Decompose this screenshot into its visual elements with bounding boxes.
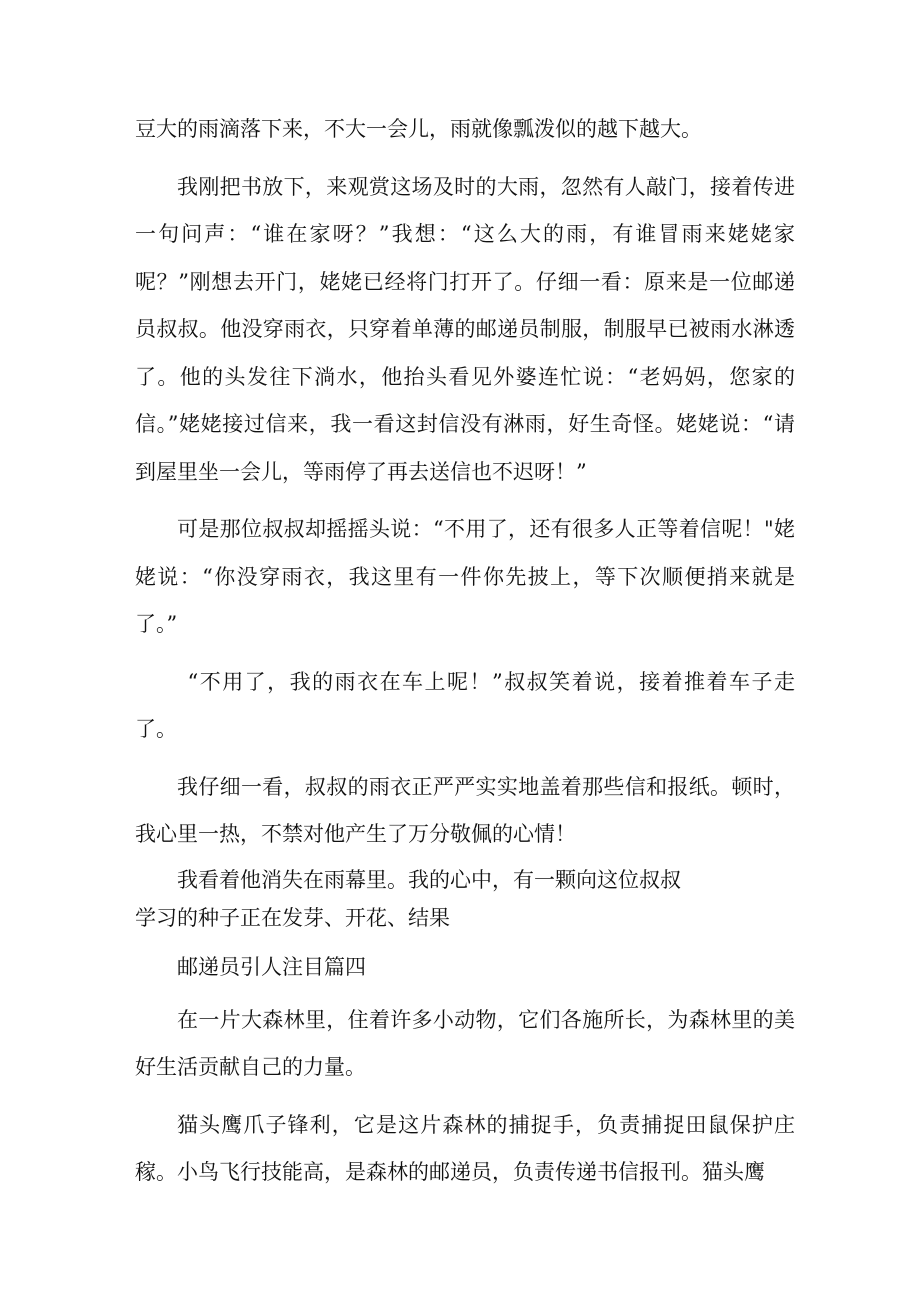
paragraph-disappear: 我看着他消失在雨幕里。我的心中，有一颗向这位叔叔	[177, 867, 681, 892]
document-body	[135, 106, 795, 1197]
paragraph-seed: 学习的种子正在发芽、开花、结果	[135, 905, 450, 930]
paragraph-postman-arrives: 我刚把书放下，来观赏这场及时的大雨，忽然有人敲门，接着传进一句问声：“谁在家呀？”我想：“这么大的雨，有谁冒雨来姥姥家呢？”刚想去开门，姥姥已经将门打开了。仔细一看：原来是一位邮递员叔叔。他没穿雨衣，只穿着单薄的邮递员制服，制服早已被雨水淋透了。他的头发往下淌水，他抬头看见外婆连忙说：“老妈妈，您家的信。”姥姥接过信来，我一看这封信没有淋雨，好生奇怪。姥姥说：“请到屋里坐一会儿，等雨停了再去送信也不迟呀！”	[135, 174, 795, 484]
paragraph-covered-letters: 我仔细一看，叔叔的雨衣正严严实实地盖着那些信和报纸。顿时，我心里一热，不禁对他产生了万分敬佩的心情！	[135, 774, 795, 846]
paragraph-owl: 猫头鹰爪子锋利，它是这片森林的捕捉手，负责捕捉田鼠保护庄稼。小鸟飞行技能高，是森林的邮递员，负责传递书信报刊。猫头鹰	[135, 1112, 795, 1184]
paragraph-raincoat-reply: “不用了，我的雨衣在车上呢！”叔叔笑着说，接着推着车子走了。	[135, 669, 795, 741]
paragraph-rain-intro: 豆大的雨滴落下来，不大一会儿，雨就像瓢泼似的越下越大。	[135, 117, 702, 141]
section-heading: 邮递员引人注目篇四	[177, 954, 366, 979]
paragraph-raincoat-offer: 可是那位叔叔却摇摇头说：“不用了，还有很多人正等着信呢！"姥姥说：“你没穿雨衣，我这里有一件你先披上，等下次顺便捎来就是了。”	[135, 517, 795, 636]
paragraph-forest: 在一片大森林里，住着许多小动物，它们各施所长，为森林里的美好生活贡献自己的力量。	[135, 1007, 795, 1079]
